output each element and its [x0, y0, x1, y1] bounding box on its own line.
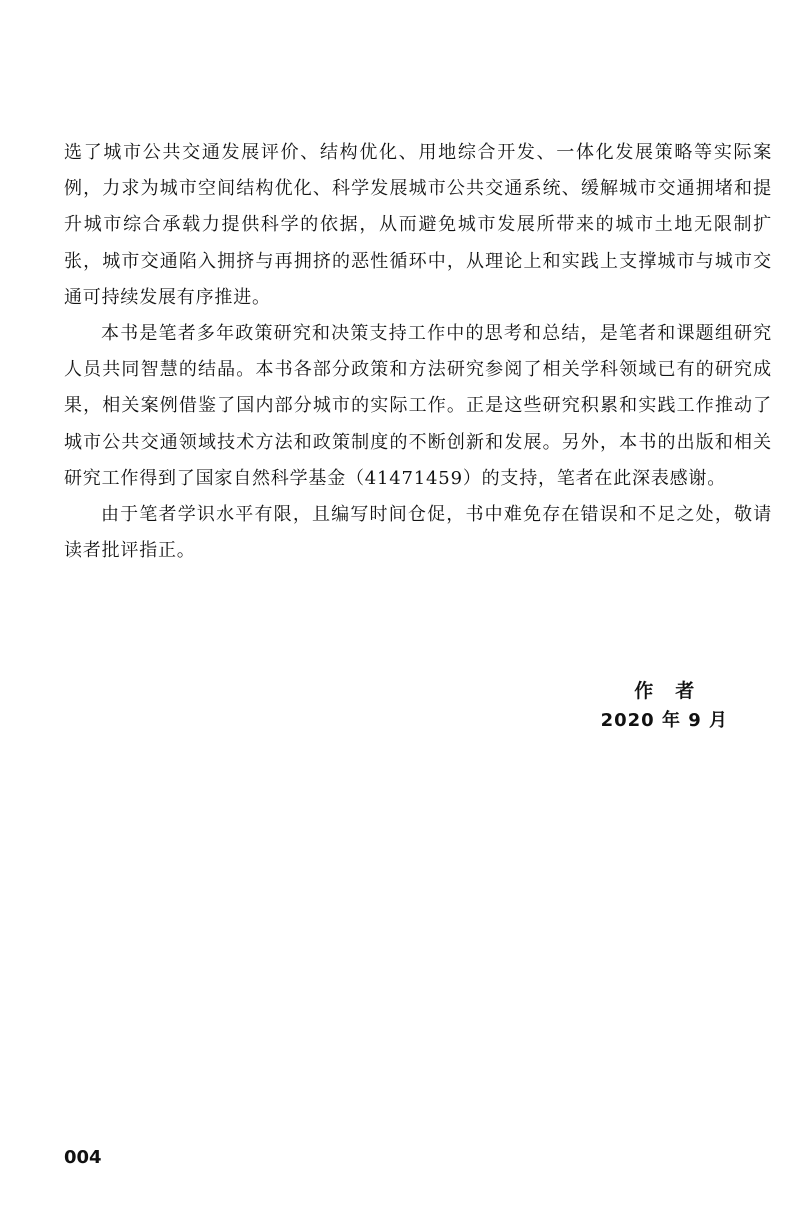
signature-block	[601, 676, 728, 736]
preface-body	[64, 135, 772, 569]
paragraph-continuation: 选了城市公共交通发展评价、结构优化、用地综合开发、一体化发展策略等实际案例，力求为城市空间结构优化、科学发展城市公共交通系统、缓解城市交通拥堵和提升城市综合承载力提供科学的依据，从而避免城市发展所带来的城市土地无限制扩张，城市交通陷入拥挤与再拥挤的恶性循环中，从理论上和实践上支撑城市与城市交通可持续发展有序推进。	[64, 142, 772, 308]
paragraph-closing: 由于笔者学识水平有限，且编写时间仓促，书中难免存在错误和不足之处，敬请读者批评指正。	[64, 504, 772, 562]
signature-date: 2020 年 9 月	[600, 710, 728, 731]
paragraph-acknowledgement: 本书是笔者多年政策研究和决策支持工作中的思考和总结，是笔者和课题组研究人员共同智慧的结晶。本书各部分政策和方法研究参阅了相关学科领域已有的研究成果，相关案例借鉴了国内部分城市的实际工作。正是这些研究积累和实践工作推动了城市公共交通领域技术方法和政策制度的不断创新和发展。另外，本书的出版和相关研究工作得到了国家自然科学基金（41471459）的支持，笔者在此深表感谢。	[64, 323, 772, 489]
page-number: 004	[64, 1147, 102, 1168]
signature-author: 作者	[634, 680, 717, 702]
